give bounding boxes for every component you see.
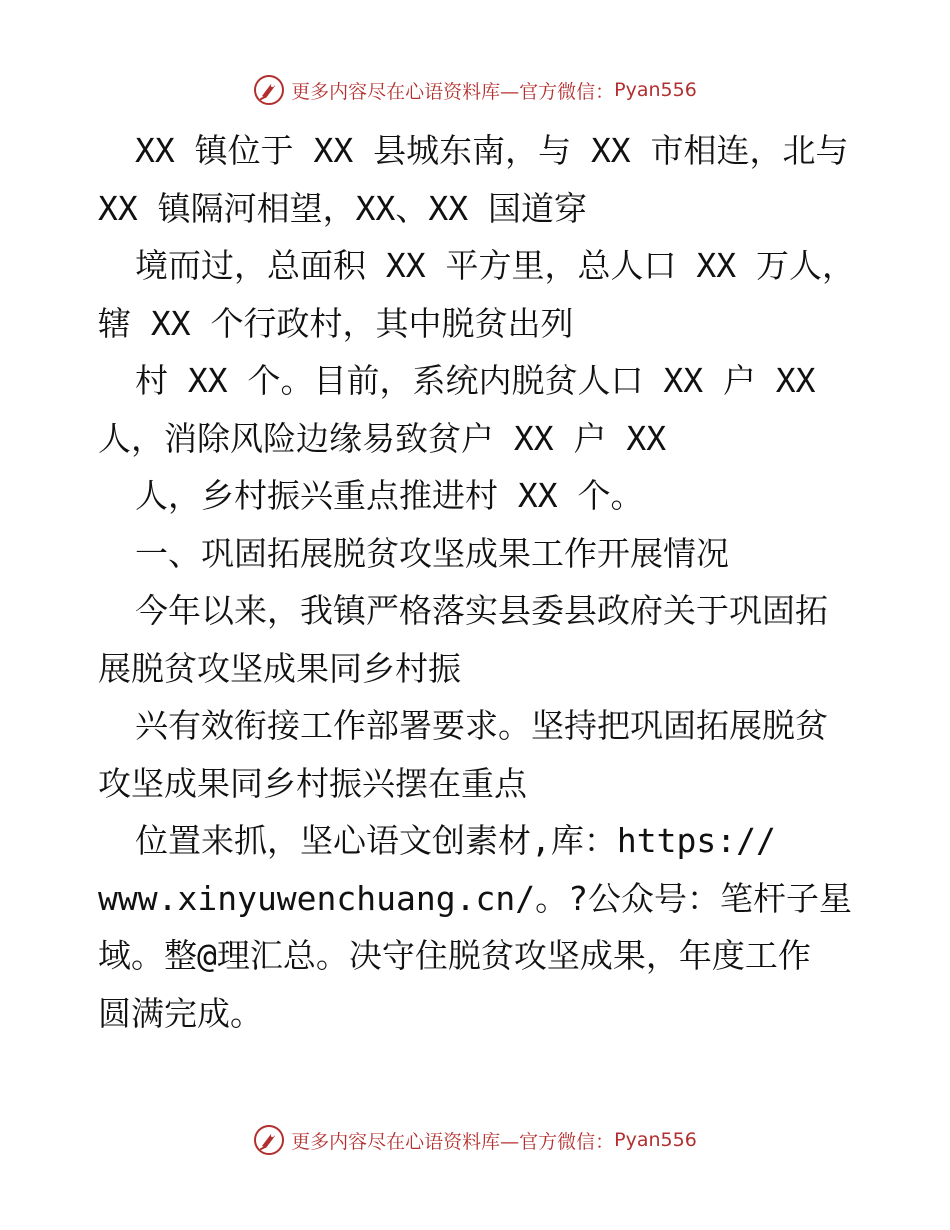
text-line: 境而过，总面积 XX 平方里，总人口 XX 万人，	[135, 246, 855, 285]
watermark-text: 更多内容尽在心语资料库—官方微信：	[291, 80, 615, 103]
text-line: www.xinyuwenchuang.cn/。?公众号：笔杆子星	[98, 878, 852, 918]
text-line: 人，乡村振兴重点推进村 XX 个。	[135, 476, 644, 515]
watermark-wechat-id: Pyan556	[614, 1129, 697, 1151]
pen-nib-logo-icon	[253, 1124, 285, 1156]
document-body	[98, 122, 898, 1042]
header-watermark	[0, 70, 950, 110]
text-line: 兴有效衔接工作部署要求。坚持把巩固拓展脱贫	[135, 706, 828, 745]
text-line: 位置来抓，坚心语文创素材,库：https://	[135, 821, 776, 860]
footer-watermark	[0, 1120, 950, 1160]
text-line: 展脱贫攻坚成果同乡村振	[98, 648, 461, 688]
text-line: XX 镇位于 XX 县城东南，与 XX 市相连，北与	[135, 131, 849, 170]
text-line: 人，消除风险边缘易致贫户 XX 户 XX	[98, 418, 667, 458]
text-line: XX 镇隔河相望，XX、XX 国道穿	[98, 188, 587, 228]
watermark-text: 更多内容尽在心语资料库—官方微信：	[291, 1130, 615, 1153]
pen-nib-logo-icon	[253, 74, 285, 106]
text-line: 村 XX 个。目前，系统内脱贫人口 XX 户 XX	[135, 361, 816, 400]
text-line: 攻坚成果同乡村振兴摆在重点	[98, 763, 527, 803]
text-line: 域。整@理汇总。决守住脱贫攻坚成果，年度工作	[98, 936, 811, 975]
text-line: 圆满完成。	[98, 993, 263, 1033]
section-heading: 一、巩固拓展脱贫攻坚成果工作开展情况	[135, 533, 729, 573]
text-line: 今年以来，我镇严格落实县委县政府关于巩固拓	[135, 591, 828, 630]
watermark-wechat-id: Pyan556	[614, 79, 697, 101]
text-line: 辖 XX 个行政村，其中脱贫出列	[98, 303, 574, 343]
